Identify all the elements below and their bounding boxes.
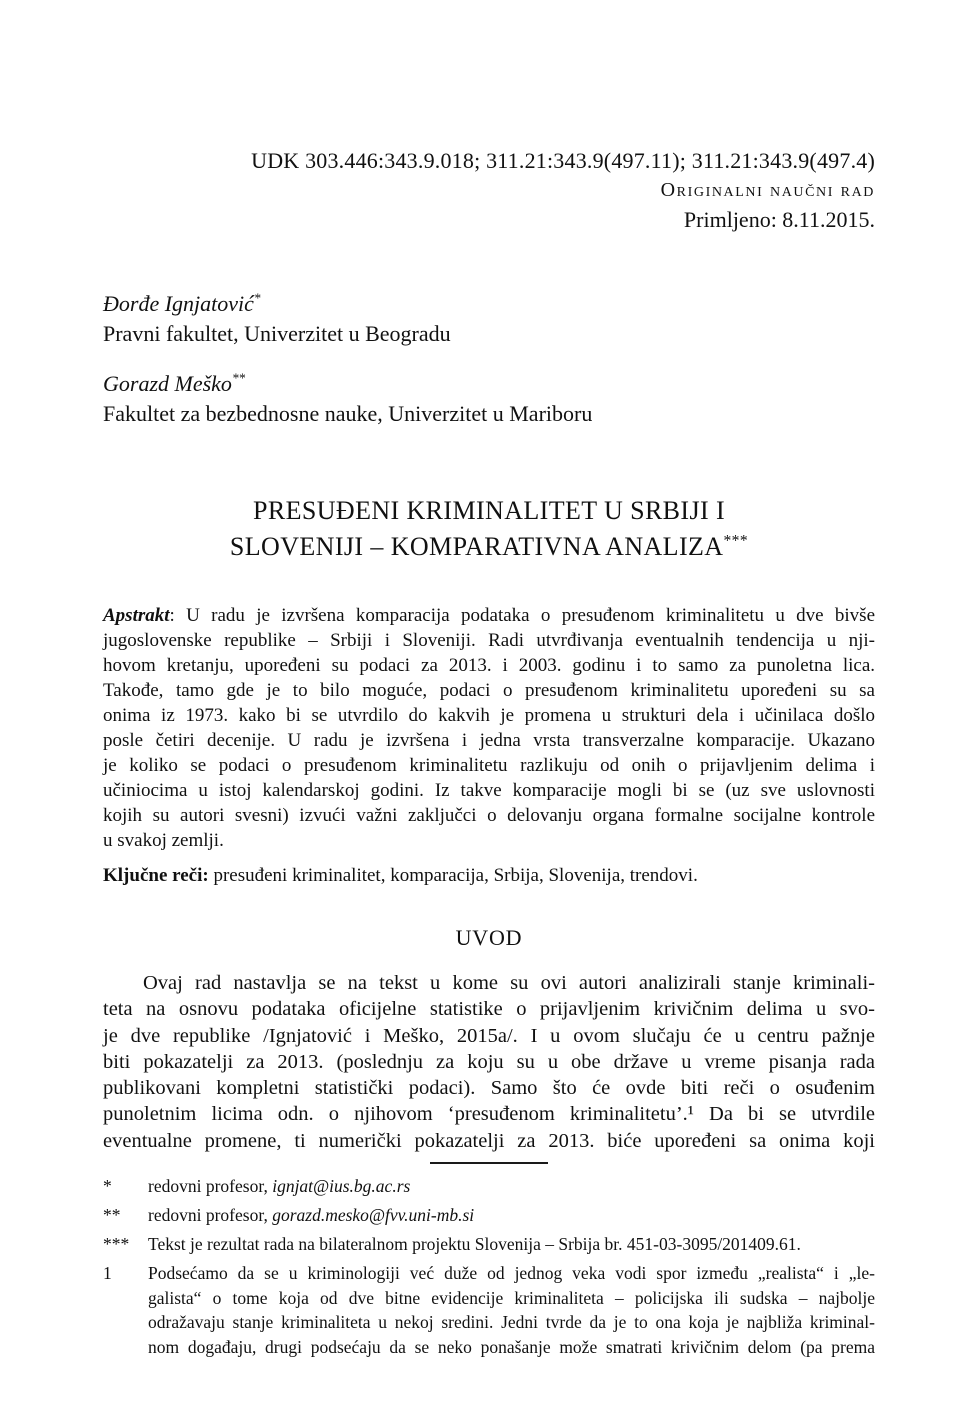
article-type: Originalni naučni rad xyxy=(660,179,875,201)
body-paragraph xyxy=(103,970,875,1154)
keywords-line xyxy=(103,863,875,888)
author-name xyxy=(103,289,875,319)
footnote-prefix: redovni profesor, xyxy=(148,1176,273,1197)
text-line: posle četiri decenije. U radu je izvršena i jedna vrsta transverzalne komparacije. Ukazano xyxy=(103,730,875,751)
paper-title xyxy=(103,493,875,565)
footnote-text xyxy=(148,1174,875,1198)
footnote-marker: * xyxy=(103,1176,112,1197)
author-affiliation: Fakultet za bezbednosne nauke, Univerzitet u Mariboru xyxy=(103,401,593,426)
footnote-star xyxy=(103,1174,875,1198)
footnote-text xyxy=(148,1203,875,1227)
text-line: nom događaju, drugi podsećaju da se neko ponašanje može smatrati krivičnim delom (pa prema xyxy=(148,1336,875,1357)
abstract-first-line-text: : U radu je izvršena komparacija podataka o presuđenom kriminalitetu u dve bivše xyxy=(169,605,875,626)
paper-title-line2-text: SLOVENIJI – KOMPARATIVNA ANALIZA xyxy=(229,532,724,561)
author-name-text: Gorazd Meško xyxy=(103,371,232,396)
text-line: kojih su autori svesni) izvući važni zaključci o delovanju organa formalne socijalne kontrole xyxy=(103,805,875,826)
text-line: teta na osnovu podataka oficijelne statistike o prijavljenim krivičnim delima u svo- xyxy=(103,998,875,1021)
authors-block xyxy=(103,289,875,429)
text-line: Ovaj rad nastavlja se na tekst u kome su ovi autori analizirali stanje kriminali- xyxy=(143,972,875,994)
udk-line: UDK 303.446:343.9.018; 311.21:343.9(497.11); 311.21:343.9(497.4) xyxy=(251,148,875,173)
text-line: galista“ o tome koja od dve bitne evidencije kriminaliteta – policijska ili sudska – najbolje xyxy=(148,1287,875,1308)
text-line: onima iz 1973. kako bi se utvrdilo do kakvih je promena u strukturi dela i učinilaca došlo xyxy=(103,705,875,726)
keywords-text: presuđeni kriminalitet, komparacija, Srbija, Slovenija, trendovi. xyxy=(208,865,698,886)
abstract-label: Apstrakt xyxy=(103,605,170,626)
abstract-first-line xyxy=(103,603,875,628)
footnote-text: Tekst je rezultat rada na bilateralnom projektu Slovenija – Srbija br. 451-03-3095/201409.61. xyxy=(148,1234,801,1255)
footnote-triple-star xyxy=(103,1232,875,1256)
text-line: Takođe, tamo gde je to bilo moguće, podaci o presuđenom kriminalitetu upoređeni su sa xyxy=(103,680,875,701)
author-name-text: Đorđe Ignjatović xyxy=(103,291,254,316)
author-email: ignjat@ius.bg.ac.rs xyxy=(272,1176,411,1197)
author-email: gorazd.mesko@fvv.uni-mb.si xyxy=(272,1205,475,1226)
page-header xyxy=(103,146,875,235)
paper-title-line1: PRESUĐENI KRIMINALITET U SRBIJI I xyxy=(252,496,726,525)
author xyxy=(103,369,875,429)
abstract-lines xyxy=(103,628,875,853)
received-date: Primljeno: 8.11.2015. xyxy=(683,207,875,232)
author-name xyxy=(103,369,875,399)
text-line: u svakoj zemlji. xyxy=(103,830,224,851)
text-line: eventualne promene, ti numerički pokazatelji za 2013. biće upoređeni sa onima koji xyxy=(103,1129,875,1152)
author-footnote-marker: * xyxy=(253,290,261,306)
footnote-separator xyxy=(430,1162,548,1164)
footnote-marker: ** xyxy=(103,1205,121,1226)
text-line: publikovani kompletni statistički podaci). Samo što će ovde biti reči o osuđenim xyxy=(103,1077,875,1100)
paper-title-line2 xyxy=(103,529,875,565)
text-line: punoletnim licima odn. o njihovom ‘presuđenom kriminalitetu’.¹ Da bi se utvrdile xyxy=(103,1103,875,1126)
author xyxy=(103,289,875,349)
footnote-text xyxy=(148,1261,875,1359)
footnote-prefix: redovni profesor, xyxy=(148,1205,273,1226)
text-line: odražavaju stanje kriminaliteta u nekoj sredini. Jedni tvrde da je to ona koja je najbliža kriminal- xyxy=(148,1312,875,1333)
footnote-1 xyxy=(103,1261,875,1359)
text-line: učiniocima u istoj kalendarskoj godini. Iz takve komparacije mogli bi se (uz sve uslovnosti xyxy=(103,780,875,801)
author-affiliation: Pravni fakultet, Univerzitet u Beogradu xyxy=(103,321,451,346)
text-line: Podsećamo da se u kriminologiji već duže od jednog veka vodi spor između „realista“ i „le- xyxy=(148,1263,875,1284)
text-line: biti pokazatelji za 2013. (poslednju za koju su u obe države u vreme pisanja rada xyxy=(103,1050,875,1073)
text-line: hovom kretanju, upoređeni su podaci za 2013. i 2003. godinu i to samo za punoletna lica. xyxy=(103,655,875,676)
text-line: je dve republike /Ignjatović i Meško, 2015a/. I u ovom slučaju će u centru pažnje xyxy=(103,1024,875,1047)
text-line: je koliko se podaci o presuđenom kriminalitetu razlikuju od onih o prijavljenim delima i xyxy=(103,755,875,776)
abstract xyxy=(103,603,875,853)
author-footnote-marker: ** xyxy=(231,370,246,386)
footnote-marker: 1 xyxy=(103,1263,112,1284)
section-heading-uvod: UVOD xyxy=(455,925,523,950)
title-footnote-marker: *** xyxy=(723,532,749,550)
footnotes xyxy=(103,1174,875,1359)
text-line: jugoslovenske republike – Srbiji i Sloveniji. Radi utvrđivanja eventualnih tendencija u nji- xyxy=(103,630,875,651)
footnote-marker: *** xyxy=(103,1234,130,1255)
keywords-label: Ključne reči: xyxy=(103,865,209,886)
footnote-double-star xyxy=(103,1203,875,1227)
